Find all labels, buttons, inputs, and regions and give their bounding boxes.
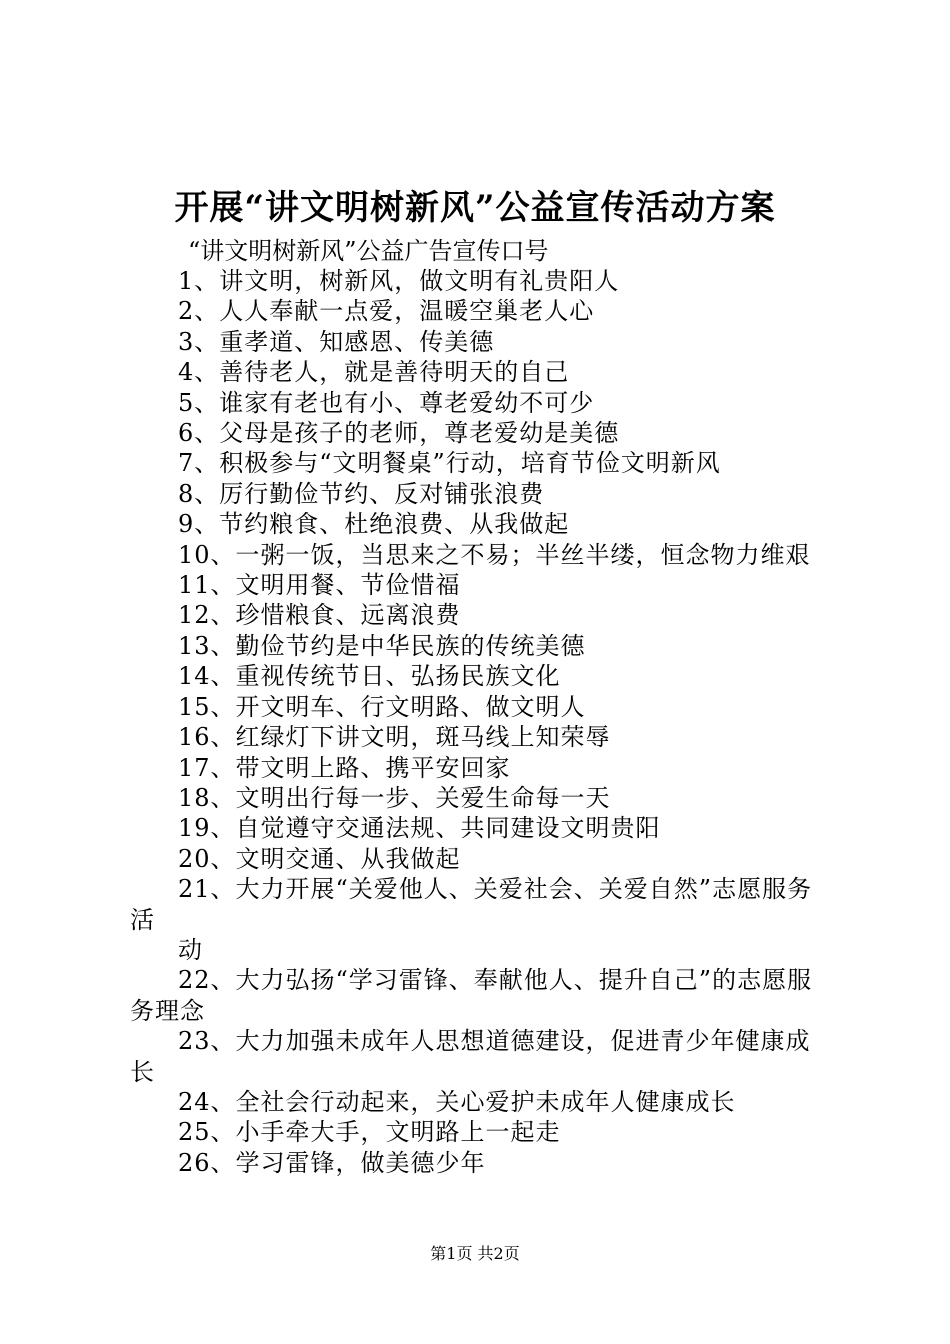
slogan-item: 18、文明出行每一步、关爱生命每一天 xyxy=(178,783,611,812)
slogan-item: 2、人人奉献一点爱，温暖空巢老人心 xyxy=(178,297,595,326)
slogan-item: 11、文明用餐、节俭惜福 xyxy=(178,571,461,600)
slogan-item: 26、学习雷锋，做美德少年 xyxy=(178,1148,486,1177)
slogan-item: 22、大力弘扬“学习雷锋、奉献他人、提升自己”的志愿服务理念 xyxy=(130,966,813,1025)
slogan-item: 3、重孝道、知感恩、传美德 xyxy=(178,327,495,356)
slogan-item: 12、珍惜粮食、远离浪费 xyxy=(178,601,461,630)
slogan-item: 4、善待老人，就是善待明天的自己 xyxy=(178,358,570,387)
slogan-item: 5、谁家有老也有小、尊老爱幼不可少 xyxy=(178,388,595,417)
slogan-item: 6、父母是孩子的老师，尊老爱幼是美德 xyxy=(178,419,620,448)
slogan-item: 14、重视传统节日、弘扬民族文化 xyxy=(178,662,561,691)
slogan-item: 7、积极参与“文明餐桌”行动，培育节俭文明新风 xyxy=(178,449,721,478)
slogan-item: 21、大力开展“关爱他人、关爱社会、关爱自然”志愿服务活 xyxy=(130,875,813,934)
document-title: 开展“讲文明树新风”公益宣传活动方案 xyxy=(174,188,776,228)
slogan-item: 19、自觉遵守交通法规、共同建设文明贵阳 xyxy=(178,814,661,843)
slogan-item: 25、小手牵大手，文明路上一起走 xyxy=(178,1118,561,1147)
page-footer: 第1页 共2页 xyxy=(430,1244,520,1263)
slogan-item: 8、厉行勤俭节约、反对铺张浪费 xyxy=(178,479,545,508)
document-subtitle: “讲文明树新风”公益广告宣传口号 xyxy=(188,237,549,265)
slogan-item: 20、文明交通、从我做起 xyxy=(178,844,461,873)
slogan-list xyxy=(130,266,835,1178)
slogan-item: 23、大力加强未成年人思想道德建设，促进青少年健康成长 xyxy=(130,1027,811,1086)
slogan-item: 24、全社会行动起来，关心爱护未成年人健康成长 xyxy=(178,1087,736,1116)
slogan-item: 1、讲文明，树新风，做文明有礼贵阳人 xyxy=(178,267,620,295)
slogan-item: 动 xyxy=(178,935,203,964)
slogan-item: 13、勤俭节约是中华民族的传统美德 xyxy=(178,631,586,660)
slogan-item: 16、红绿灯下讲文明，斑马线上知荣辱 xyxy=(178,723,611,752)
slogan-item: 10、一粥一饭，当思来之不易；半丝半缕，恒念物力维艰 xyxy=(178,540,811,569)
slogan-item: 9、节约粮食、杜绝浪费、从我做起 xyxy=(178,510,570,539)
slogan-item: 17、带文明上路、携平安回家 xyxy=(178,753,511,782)
slogan-item: 15、开文明车、行文明路、做文明人 xyxy=(178,692,586,721)
